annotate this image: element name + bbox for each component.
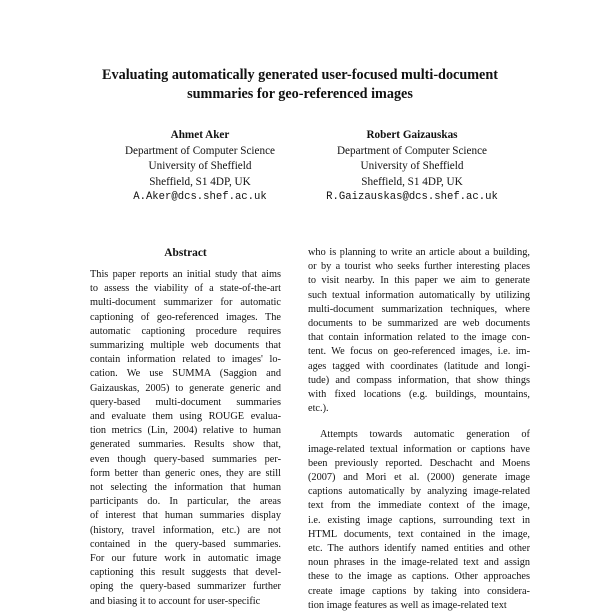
- text-line: Gaizauskas, 2005) to generate generic and: [90, 382, 281, 394]
- text-line: i.e. existing image captions, surrounding text in: [308, 514, 530, 526]
- text-line: that contain information related to the image con-: [308, 332, 530, 344]
- text-line: and evaluate them using ROUGE evalua-: [90, 411, 281, 423]
- text-line: oping the query-based summarizer further: [90, 581, 281, 593]
- author-department: Department of Computer Science: [336, 144, 488, 157]
- text-line: with fixed locations (e.g. buildings, mountains,: [308, 389, 530, 401]
- text-line: even though query-based summaries per-: [90, 453, 281, 465]
- introduction-body: [308, 246, 530, 613]
- text-line: summarizing multiple web documents that: [90, 340, 281, 352]
- text-line: been previously reported. Deschacht and Moens: [308, 457, 530, 469]
- text-line: to visit nearby. In this paper we aim to generate: [308, 275, 530, 287]
- text-line: contained in the query-based summaries.: [90, 538, 281, 550]
- text-line: etc. The authors identify named entities and other: [308, 543, 530, 555]
- text-line: to assess the viability of a state-of-the-art: [90, 283, 281, 295]
- author-address: Sheffield, S1 4DP, UK: [149, 175, 251, 188]
- author-email: A.Aker@dcs.shef.ac.uk: [133, 191, 267, 203]
- text-line: and biasing it to account for user-specific: [90, 595, 261, 607]
- text-line: tent. We focus on geo-referenced images, i.e. im-: [308, 346, 530, 358]
- author-name: Ahmet Aker: [170, 129, 230, 141]
- text-line: contain information related to images' lo-: [90, 354, 281, 366]
- text-line: noun phrases in the image-related text and assign: [308, 557, 530, 569]
- text-line: tion metrics (Lin, 2004) relative to human: [90, 425, 281, 437]
- text-line: captioning this result suggests that devel-: [90, 567, 281, 579]
- text-line: or by a tourist who seeks further interesting places: [308, 261, 530, 273]
- author-block-2: [302, 128, 522, 206]
- intro-paragraph-1: [308, 246, 530, 416]
- author-department: Department of Computer Science: [124, 144, 276, 157]
- text-line: documents to be summarized are web documents: [308, 318, 530, 330]
- text-line: these to the image as captions. Other approaches: [308, 571, 530, 583]
- text-line: multi-document summarizer for automatic: [90, 297, 281, 309]
- text-line: such textual information automatically by utilizing: [308, 289, 530, 301]
- text-line: For our future work in automatic image: [90, 553, 281, 565]
- author-university: University of Sheffield: [360, 160, 464, 172]
- text-line: query-based multi-document summaries: [90, 396, 281, 408]
- text-line: (history, travel information, etc.) are not: [90, 524, 281, 536]
- abstract-heading: Abstract: [164, 247, 207, 259]
- text-line: form better than generic ones, they are still: [90, 467, 281, 479]
- abstract-body: [90, 268, 281, 609]
- author-email: R.Gaizauskas@dcs.shef.ac.uk: [326, 191, 498, 203]
- paper-title: [60, 66, 540, 104]
- text-line: HTML documents, text contained in the image,: [308, 528, 530, 540]
- author-name: Robert Gaizauskas: [366, 129, 458, 141]
- text-line: Attempts towards automatic generation of: [320, 429, 530, 441]
- text-line: (2007) and Mori et al. (2000) generate image: [308, 472, 530, 484]
- intro-paragraph-2: [308, 428, 530, 613]
- text-line: not selecting the information that human: [90, 482, 281, 494]
- title-line: Evaluating automatically generated user-focused multi-document: [102, 67, 498, 83]
- text-line: participants do. In particular, the areas: [90, 496, 281, 508]
- text-line: This paper reports an initial study that aims: [90, 269, 281, 280]
- text-line: of interest that human summaries display: [90, 510, 281, 522]
- author-address: Sheffield, S1 4DP, UK: [361, 175, 463, 188]
- text-line: create image captions by taking into considera-: [308, 585, 530, 597]
- text-line: etc.).: [308, 403, 329, 415]
- text-line: automatic captioning procedure requires: [90, 325, 281, 337]
- text-line: tion image features as well as image-related text: [308, 599, 507, 611]
- text-line: tude) and compass information, that show things: [308, 374, 530, 386]
- text-line: captions automatically by analyzing image-related: [308, 486, 530, 498]
- text-line: image-related textual information or captions have: [308, 443, 530, 455]
- text-line: text from the immediate context of the image,: [308, 500, 530, 512]
- text-line: captioning of geo-referenced images. The: [90, 311, 281, 323]
- text-line: who is planning to write an article about a building,: [308, 247, 530, 258]
- author-university: University of Sheffield: [148, 160, 252, 172]
- text-line: cation. We use SUMMA (Saggion and: [90, 368, 281, 380]
- text-line: ages tagged with coordinates (latitude and longi-: [308, 360, 530, 372]
- text-line: generated summaries. Results show that,: [90, 439, 281, 451]
- title-line: summaries for geo-referenced images: [187, 86, 413, 102]
- author-block-1: [90, 128, 310, 206]
- text-line: multi-document summarization techniques, where: [308, 303, 530, 315]
